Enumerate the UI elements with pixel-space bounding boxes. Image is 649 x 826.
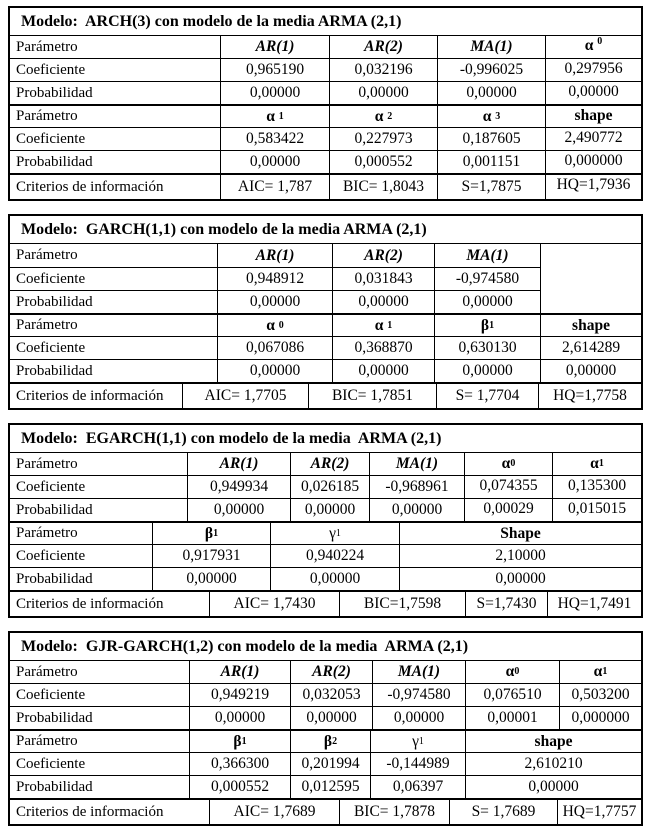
- row-label-cell: Criterios de información: [16, 803, 164, 820]
- value-cell: 0,06397: [370, 776, 465, 798]
- row-label-cell: Criterios de información: [16, 387, 164, 404]
- param-header-cell: shape: [540, 315, 641, 336]
- table-title: Modelo: EGARCH(1,1) con modelo de la media ARMA (2,1): [21, 429, 442, 447]
- value-cell: 0,00000: [220, 151, 329, 173]
- criteria-row: [10, 590, 641, 616]
- value-cell: 0,000552: [329, 151, 437, 173]
- param-header-cell: α 1: [552, 453, 641, 475]
- param-header-cell: AR(2): [290, 453, 369, 475]
- row-label-cell: Parámetro: [16, 525, 78, 541]
- model-table-gjr-garch12: [8, 631, 643, 826]
- value-cell: 0,00000: [290, 499, 369, 521]
- row-label-cell: Probabilidad: [16, 709, 93, 726]
- value-cell: -0,974580: [434, 268, 540, 290]
- criteria-cell: HQ=1,7491: [547, 592, 641, 616]
- value-cell: 0,948912: [217, 268, 332, 290]
- block-with-merged-cell: [10, 243, 641, 313]
- row-label-cell: Parámetro: [16, 663, 78, 680]
- value-cell: 0,032196: [329, 59, 437, 81]
- value-cell: 2,490772: [545, 128, 641, 150]
- param-header-cell: Shape: [399, 523, 641, 544]
- value-cell: 0,000000: [559, 707, 641, 729]
- value-cell: 2,10000: [399, 545, 641, 567]
- table-title: Modelo: GARCH(1,1) con modelo de la media ARMA (2,1): [21, 220, 427, 238]
- param-row: [10, 729, 641, 752]
- value-cell: 0,00000: [369, 499, 464, 521]
- probability-row: [10, 775, 641, 798]
- probability-row: [10, 359, 641, 382]
- value-cell: 0,026185: [290, 476, 369, 498]
- coefficient-row: [10, 683, 641, 706]
- criteria-row: [10, 798, 641, 824]
- param-row: [10, 244, 540, 267]
- value-cell: 0,366300: [189, 753, 290, 775]
- value-cell: 0,227973: [329, 128, 437, 150]
- value-cell: -0,144989: [370, 753, 465, 775]
- value-cell: 0,135300: [552, 476, 641, 498]
- value-cell: 0,368870: [332, 337, 434, 359]
- row-label-cell: Criterios de información: [16, 595, 164, 612]
- probability-row: [10, 290, 540, 313]
- param-header-cell: α 1: [559, 661, 641, 683]
- coefficient-row: [10, 127, 641, 150]
- coefficient-row: [10, 267, 540, 290]
- value-cell: 0,00000: [220, 82, 329, 104]
- value-cell: 2,614289: [540, 337, 641, 359]
- table-title: Modelo: GJR-GARCH(1,2) con modelo de la media ARMA (2,1): [21, 637, 469, 655]
- criteria-cell: AIC= 1,7689: [209, 800, 339, 824]
- value-cell: 0,965190: [220, 59, 329, 81]
- param-row: [10, 104, 641, 127]
- value-cell: 0,076510: [465, 684, 559, 706]
- criteria-cell: BIC= 1,7851: [308, 384, 436, 408]
- row-label-cell: Coeficiente: [16, 339, 86, 356]
- row-label-cell: Parámetro: [16, 38, 78, 55]
- criteria-row: [10, 382, 641, 408]
- param-header-cell: α 0: [464, 453, 552, 475]
- criteria-cell: S=1,7875: [437, 175, 545, 199]
- criteria-cell: S= 1,7689: [449, 800, 557, 824]
- coefficient-row: [10, 336, 641, 359]
- param-header-cell: AR(1): [187, 453, 290, 475]
- coefficient-row: [10, 544, 641, 567]
- criteria-cell: S= 1,7704: [436, 384, 538, 408]
- criteria-cell: AIC= 1,7705: [182, 384, 308, 408]
- model-table-garch11: [8, 214, 643, 410]
- value-cell: 0,00000: [332, 291, 434, 313]
- value-cell: -0,996025: [437, 59, 545, 81]
- row-label-cell: Parámetro: [16, 733, 78, 749]
- row-label-cell: Parámetro: [16, 108, 78, 124]
- param-header-cell: shape: [545, 106, 641, 127]
- value-cell: 0,000552: [189, 776, 290, 798]
- param-row: [10, 452, 641, 475]
- row-label-cell: Probabilidad: [16, 293, 93, 310]
- value-cell: 0,940224: [270, 545, 399, 567]
- row-label-cell: Probabilidad: [16, 84, 93, 101]
- param-header-cell: β 1: [189, 731, 290, 752]
- value-cell: 0,000000: [545, 151, 641, 173]
- value-cell: 0,00001: [465, 707, 559, 729]
- value-cell: 0,012595: [290, 776, 370, 798]
- table-title: Modelo: ARCH(3) con modelo de la media ARMA (2,1): [21, 12, 402, 30]
- row-label-cell: Coeficiente: [16, 686, 86, 703]
- criteria-cell: BIC= 1,7878: [339, 800, 449, 824]
- value-cell: 0,917931: [152, 545, 270, 567]
- value-cell: 0,00000: [545, 82, 641, 104]
- row-label-cell: Probabilidad: [16, 153, 93, 170]
- value-cell: 0,00000: [217, 291, 332, 313]
- value-cell: 0,630130: [434, 337, 540, 359]
- param-header-cell: β 1: [434, 315, 540, 336]
- probability-row: [10, 498, 641, 521]
- value-cell: 0,00000: [270, 568, 399, 590]
- row-label-cell: Probabilidad: [16, 778, 93, 795]
- param-row: [10, 35, 641, 58]
- value-cell: 0,297956: [545, 59, 641, 81]
- row-label-cell: Coeficiente: [16, 755, 86, 772]
- merged-empty-cell: [540, 244, 641, 313]
- value-cell: 0,201994: [290, 753, 370, 775]
- row-label-cell: Coeficiente: [16, 547, 86, 564]
- row-label-cell: Criterios de información: [16, 178, 164, 195]
- value-cell: 0,00000: [290, 707, 372, 729]
- param-header-cell: α 3: [437, 106, 545, 127]
- row-label-cell: Probabilidad: [16, 501, 93, 518]
- param-header-cell: β 1: [152, 523, 270, 544]
- value-cell: 0,00000: [332, 360, 434, 382]
- value-cell: 0,949934: [187, 476, 290, 498]
- param-header-cell: AR(2): [332, 244, 434, 267]
- param-header-cell: MA(1): [437, 36, 545, 58]
- coefficient-row: [10, 475, 641, 498]
- row-label-cell: Coeficiente: [16, 478, 86, 495]
- value-cell: 0,00000: [187, 499, 290, 521]
- param-row: [10, 313, 641, 336]
- value-cell: 0,00000: [465, 776, 641, 798]
- param-header-cell: AR(1): [217, 244, 332, 267]
- param-header-cell: α 0: [217, 315, 332, 336]
- param-header-cell: α $^0$: [545, 36, 641, 58]
- criteria-cell: S=1,7430: [465, 592, 547, 616]
- value-cell: 0,031843: [332, 268, 434, 290]
- row-label-cell: Coeficiente: [16, 130, 86, 147]
- model-table-arch3: [8, 6, 643, 201]
- value-cell: 0,00000: [329, 82, 437, 104]
- value-cell: 0,00000: [437, 82, 545, 104]
- value-cell: 0,00000: [434, 360, 540, 382]
- value-cell: 0,949219: [189, 684, 290, 706]
- value-cell: 2,610210: [465, 753, 641, 775]
- probability-row: [10, 567, 641, 590]
- value-cell: -0,968961: [369, 476, 464, 498]
- model-table-egarch11: [8, 423, 643, 618]
- param-header-cell: α 2: [329, 106, 437, 127]
- criteria-cell: BIC=1,7598: [339, 592, 465, 616]
- criteria-cell: HQ=1,7936: [545, 175, 641, 199]
- value-cell: 0,00000: [540, 360, 641, 382]
- row-label-cell: Parámetro: [16, 247, 78, 263]
- probability-row: [10, 81, 641, 104]
- coefficient-row: [10, 58, 641, 81]
- param-header-cell: α 1: [332, 315, 434, 336]
- value-cell: 0,001151: [437, 151, 545, 173]
- value-cell: 0,00000: [399, 568, 641, 590]
- row-label-cell: Coeficiente: [16, 270, 86, 287]
- param-header-cell: γ 1: [270, 523, 399, 544]
- param-header-cell: γ 1: [370, 731, 465, 752]
- value-cell: 0,583422: [220, 128, 329, 150]
- param-header-cell: α 1: [220, 106, 329, 127]
- row-label-cell: Parámetro: [16, 455, 78, 472]
- coefficient-row: [10, 752, 641, 775]
- row-label-cell: Coeficiente: [16, 61, 86, 78]
- value-cell: 0,015015: [552, 499, 641, 521]
- criteria-row: [10, 173, 641, 199]
- criteria-cell: HQ=1,7758: [538, 384, 641, 408]
- param-header-cell: AR(1): [220, 36, 329, 58]
- param-header-cell: shape: [465, 731, 641, 752]
- value-cell: 0,503200: [559, 684, 641, 706]
- param-header-cell: α 0: [465, 661, 559, 683]
- row-label-cell: Probabilidad: [16, 362, 93, 379]
- param-header-cell: AR(2): [290, 661, 372, 683]
- row-label-cell: Parámetro: [16, 317, 78, 333]
- criteria-cell: HQ=1,7757: [557, 800, 641, 824]
- param-header-cell: AR(1): [189, 661, 290, 683]
- probability-row: [10, 706, 641, 729]
- value-cell: 0,187605: [437, 128, 545, 150]
- criteria-cell: AIC= 1,787: [220, 175, 329, 199]
- criteria-cell: AIC= 1,7430: [209, 592, 339, 616]
- value-cell: 0,067086: [217, 337, 332, 359]
- value-cell: 0,00029: [464, 499, 552, 521]
- criteria-cell: BIC= 1,8043: [329, 175, 437, 199]
- param-row: [10, 521, 641, 544]
- value-cell: 0,00000: [189, 707, 290, 729]
- param-header-cell: MA(1): [434, 244, 540, 267]
- param-header-cell: MA(1): [369, 453, 464, 475]
- value-cell: 0,00000: [152, 568, 270, 590]
- param-header-cell: MA(1): [372, 661, 465, 683]
- param-row: [10, 660, 641, 683]
- value-cell: 0,00000: [434, 291, 540, 313]
- probability-row: [10, 150, 641, 173]
- value-cell: 0,00000: [372, 707, 465, 729]
- value-cell: 0,00000: [217, 360, 332, 382]
- param-header-cell: AR(2): [329, 36, 437, 58]
- value-cell: 0,032053: [290, 684, 372, 706]
- row-label-cell: Probabilidad: [16, 570, 93, 587]
- value-cell: 0,074355: [464, 476, 552, 498]
- param-header-cell: β 2: [290, 731, 370, 752]
- value-cell: -0,974580: [372, 684, 465, 706]
